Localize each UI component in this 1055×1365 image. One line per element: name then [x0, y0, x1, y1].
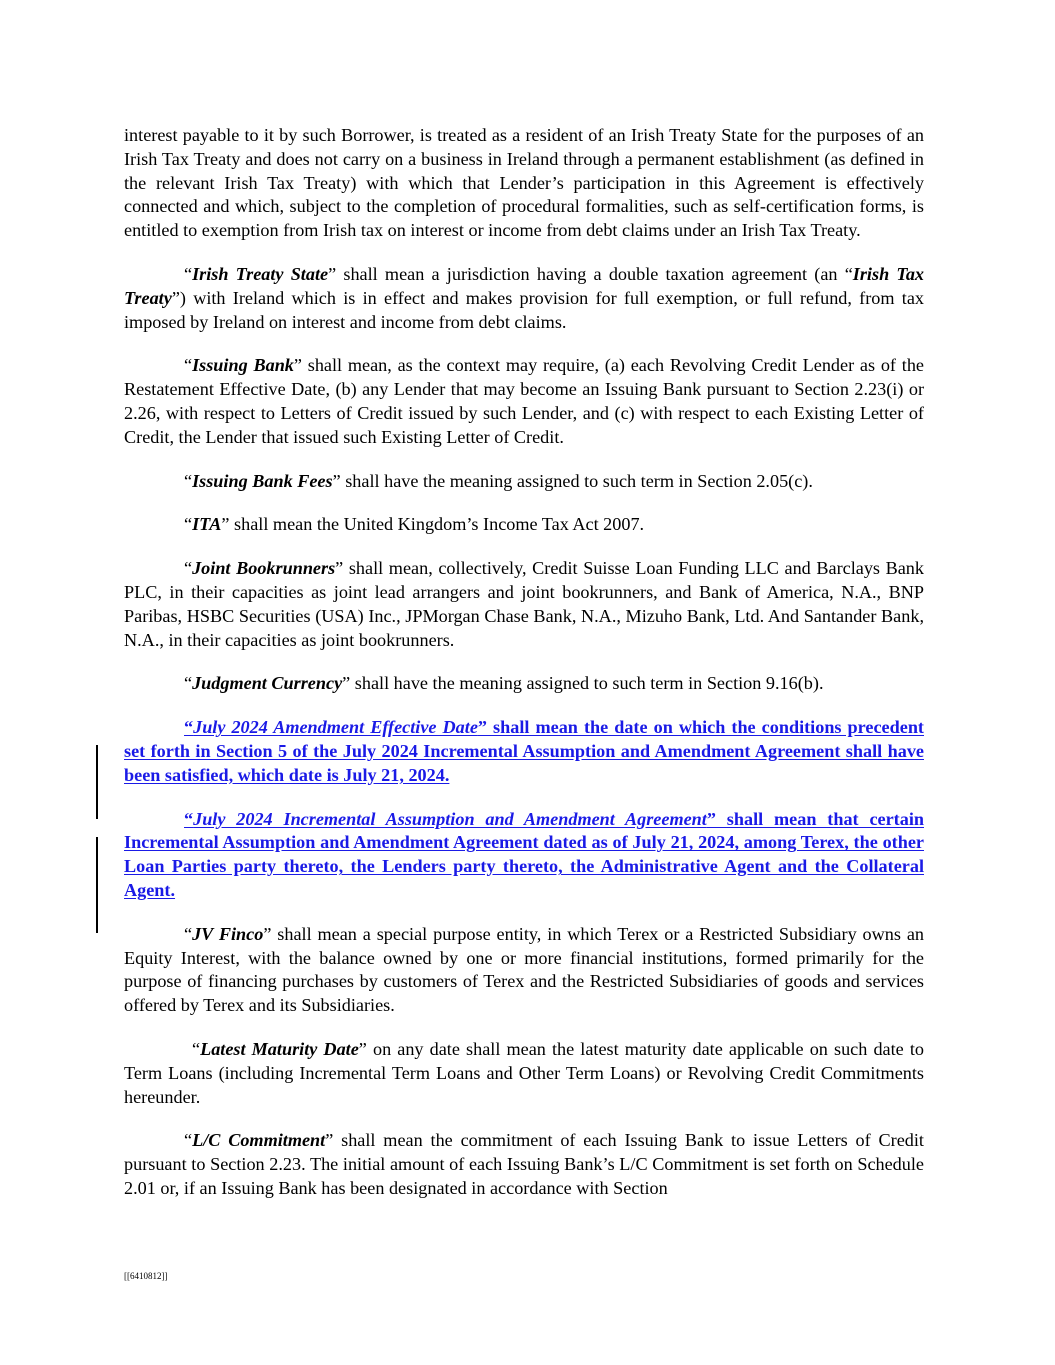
revision-bar — [96, 745, 98, 819]
defined-term: July 2024 Incremental Assumption and Amendment Agreement — [193, 808, 707, 829]
defined-term: Joint Bookrunners — [192, 558, 336, 579]
defined-term: ITA — [192, 514, 222, 535]
definition-issuing-bank-fees: “Issuing Bank Fees” shall have the meaning assigned to such term in Section 2.05(c). — [184, 470, 813, 491]
defined-term: Latest Maturity Date — [200, 1038, 359, 1059]
document-footer-id: [[6410812]] — [124, 1271, 168, 1281]
paragraph-continuation: interest payable to it by such Borrower, is treated as a resident of an Irish Treaty State for the purposes of an Irish Tax Treaty and does not carry on a business in Ireland through a permanent establishment (as defined in the relevant Irish Tax Treaty) with which that Lender’s participation in this Agreement is effectively connected and which, subject to the completion of procedural formalities, such as self-certification forms, is entitled to exemption from Irish tax on interest or income from debt claims under an Irish Tax Treaty. — [124, 125, 924, 241]
inserted-definition-july-2024-agreement: “July 2024 Incremental Assumption and Amendment Agreement” shall mean that certain Incremental Assumption and Amendment Agreement dated as of July 21, 2024, among Terex, the other Loan Parties party thereto, the Lenders party thereto, the Administrative Agent and the Collateral Agent. — [124, 808, 924, 900]
document-body — [124, 124, 924, 1221]
definition-jv-finco: “JV Finco” shall mean a special purpose entity, in which Terex or a Restricted Subsidiary owns an Equity Interest, with the balance owned by one or more financial institutions, formed primarily for the purpose of financing purchases by customers of Terex and the Restricted Subsidiaries of goods and services offered by Terex and its Subsidiaries. — [124, 923, 924, 1016]
definition-judgment-currency: “Judgment Currency” shall have the meaning assigned to such term in Section 9.16(b). — [184, 673, 824, 694]
defined-term: Issuing Bank Fees — [192, 470, 333, 491]
definition-ita: “ITA” shall mean the United Kingdom’s Income Tax Act 2007. — [184, 514, 645, 535]
defined-term: Irish Treaty State — [192, 263, 329, 284]
defined-term: L/C Commitment — [192, 1130, 326, 1151]
revision-bar — [96, 837, 98, 933]
defined-term: JV Finco — [192, 923, 264, 944]
definition-joint-bookrunners: “Joint Bookrunners” shall mean, collectively, Credit Suisse Loan Funding LLC and Barclays Bank PLC, in their capacities as joint lead arrangers and joint bookrunners, and Bank of America, N.A., BNP Paribas, HSBC Securities (USA) Inc., JPMorgan Chase Bank, N.A., Mizuho Bank, Ltd. And Santander Bank, N.A., in their capacities as joint bookrunners. — [124, 558, 924, 650]
inserted-definition-july-2024-amendment-effective-date: “July 2024 Amendment Effective Date” shall mean the date on which the conditions precedent set forth in Section 5 of the July 2024 Incremental Assumption and Amendment Agreement shall have been satisfied, which date is July 21, 2024. — [124, 717, 924, 785]
defined-term: Judgment Currency — [192, 673, 343, 694]
definition-irish-treaty-state: “Irish Treaty State” shall mean a jurisdiction having a double taxation agreement (an “Irish Tax Treaty”) with Ireland which is in effect and makes provision for full exemption, or full refund, from tax imposed by Ireland on interest and income from debt claims. — [124, 263, 925, 332]
definition-lc-commitment: “L/C Commitment” shall mean the commitment of each Issuing Bank to issue Letters of Credit pursuant to Section 2.23. The initial amount of each Issuing Bank’s L/C Commitment is set forth on Schedule 2.01 or, if an Issuing Bank has been designated in accordance with Section — [124, 1130, 924, 1198]
defined-term: Issuing Bank — [192, 355, 294, 376]
defined-term: July 2024 Amendment Effective Date — [193, 717, 478, 738]
defined-term: Irish Tax Treaty — [124, 263, 925, 308]
definition-issuing-bank: “Issuing Bank” shall mean, as the context may require, (a) each Revolving Credit Lender as of the Restatement Effective Date, (b) any Lender that may become an Issuing Bank pursuant to Section 2.23(i) or 2.26, with respect to Letters of Credit issued by such Lender, and (c) with respect to each Existing Letter of Credit, the Lender that issued such Existing Letter of Credit. — [124, 355, 924, 447]
definition-latest-maturity-date: “Latest Maturity Date” on any date shall mean the latest maturity date applicable on such date to Term Loans (including Incremental Term Loans and Other Term Loans) or Revolving Credit Commitments hereunder. — [124, 1038, 924, 1107]
